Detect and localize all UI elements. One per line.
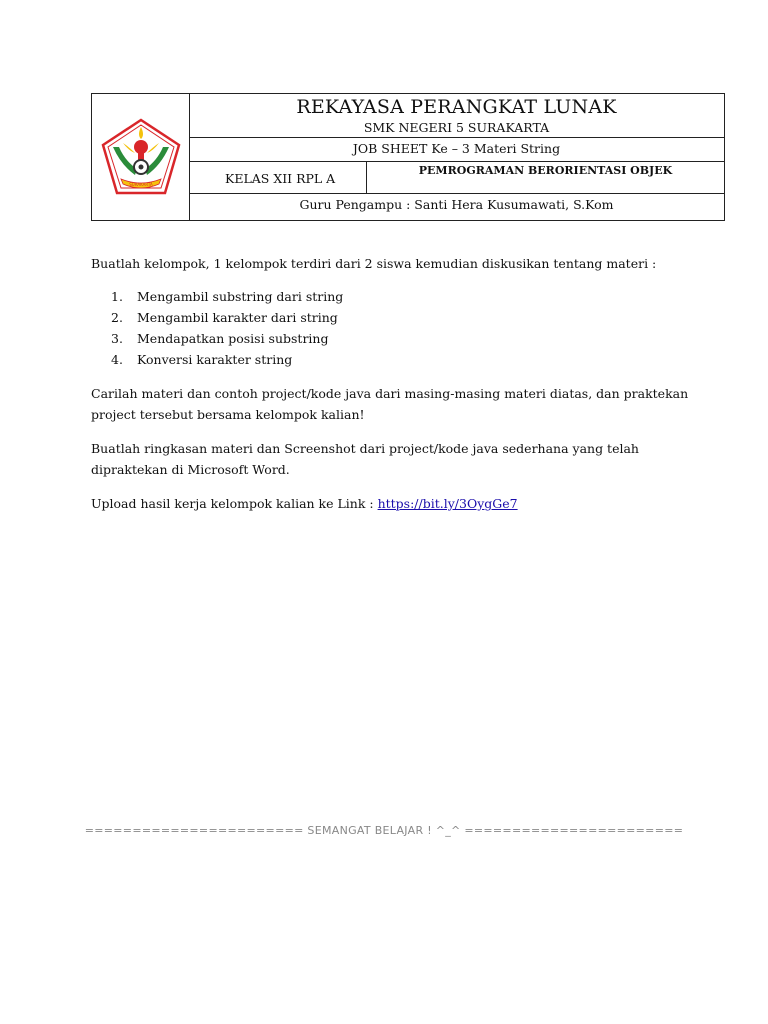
upload-label: Upload hasil kerja kelompok kalian ke Link : bbox=[91, 496, 378, 511]
title-row bbox=[189, 94, 724, 138]
instruction-paragraph-1: Carilah materi dan contoh project/kode java dari masing-masing materi diatas, dan praktekan project tersebut bersama kelompok kalian! bbox=[91, 386, 689, 422]
subject-label: PEMROGRAMAN BERORIENTASI OBJEK bbox=[418, 164, 673, 177]
footer-slogan: ======================= SEMANGAT BELAJAR ! ^_^ ======================= bbox=[84, 824, 684, 837]
school-name: SMK NEGERI 5 SURAKARTA bbox=[363, 120, 550, 135]
list-item bbox=[91, 328, 343, 349]
header-table bbox=[91, 93, 725, 221]
document-title: REKAYASA PERANGKAT LUNAK bbox=[296, 96, 617, 118]
school-logo-icon bbox=[99, 117, 183, 197]
upload-paragraph bbox=[91, 493, 691, 514]
logo-text: SURAKARTA bbox=[128, 182, 153, 187]
class-cell bbox=[189, 162, 367, 193]
list-text: Konversi karakter string bbox=[137, 352, 293, 367]
topic-list bbox=[91, 286, 343, 370]
list-number: 3. bbox=[111, 331, 123, 346]
list-text: Mengambil karakter dari string bbox=[137, 310, 338, 325]
class-label: KELAS XII RPL A bbox=[225, 171, 336, 186]
list-number: 2. bbox=[111, 310, 123, 325]
instruction-paragraph-2: Buatlah ringkasan materi dan Screenshot dari project/kode java sederhana yang telah dipraktekan di Microsoft Word. bbox=[91, 441, 639, 477]
list-item bbox=[91, 286, 343, 307]
job-sheet-label: JOB SHEET Ke – 3 Materi String bbox=[352, 141, 561, 156]
list-item bbox=[91, 307, 343, 328]
teacher-label: Guru Pengampu : Santi Hera Kusumawati, S.Kom bbox=[299, 197, 614, 212]
upload-link[interactable]: https://bit.ly/3OygGe7 bbox=[377, 496, 518, 511]
list-text: Mendapatkan posisi substring bbox=[137, 331, 329, 346]
list-item bbox=[91, 349, 343, 370]
list-number: 1. bbox=[111, 289, 123, 304]
teacher-row bbox=[189, 194, 724, 220]
class-row bbox=[189, 162, 724, 194]
logo-cell bbox=[92, 94, 190, 220]
jobsheet-row bbox=[189, 138, 724, 162]
list-text: Mengambil substring dari string bbox=[137, 289, 344, 304]
intro-paragraph: Buatlah kelompok, 1 kelompok terdiri dari 2 siswa kemudian diskusikan tentang materi : bbox=[91, 256, 657, 271]
list-number: 4. bbox=[111, 352, 123, 367]
